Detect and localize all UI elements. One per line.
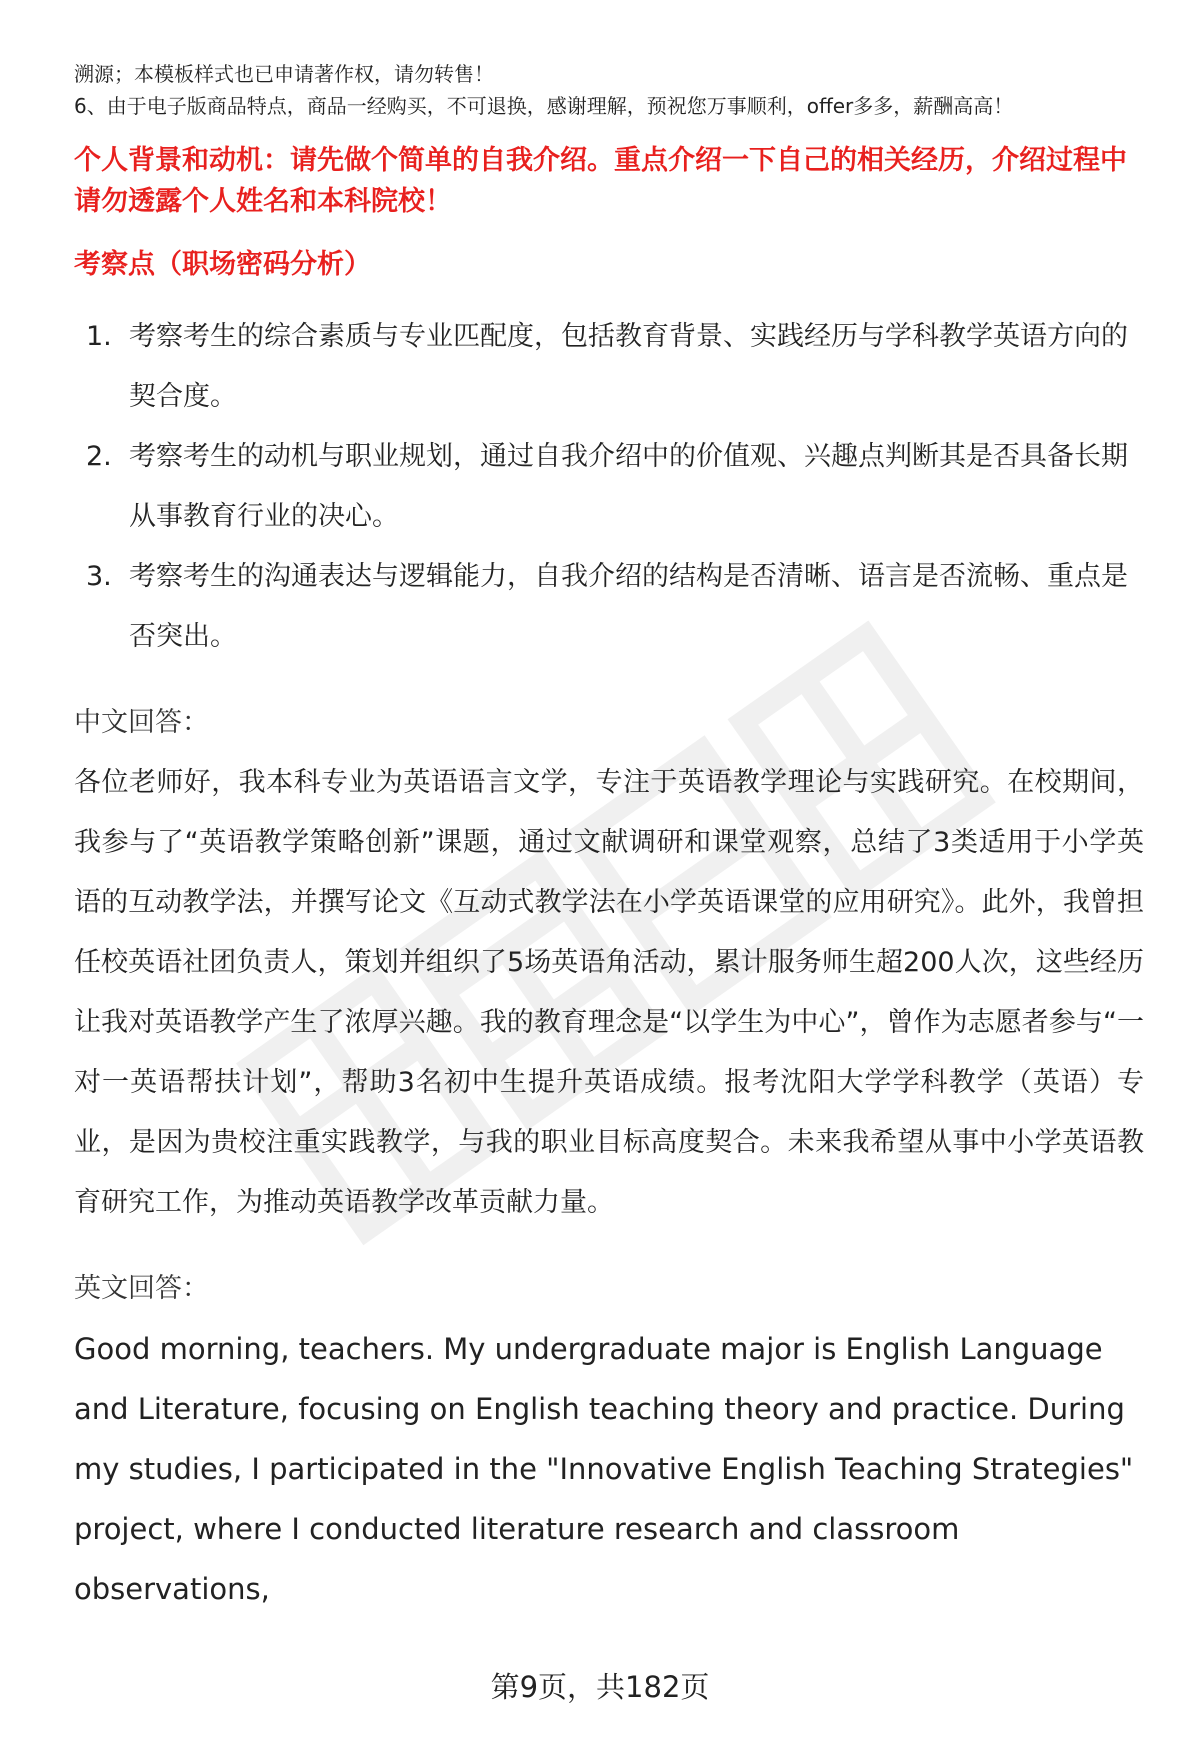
page-number-footer: 第9页，共182页 bbox=[490, 1670, 710, 1704]
point-text: 考察考生的动机与职业规划，通过自我介绍中的价值观、兴趣点判断其是否具备长期从事教育行业的决心。 bbox=[129, 441, 1128, 532]
question-heading: 个人背景和动机：请先做个简单的自我介绍。重点介绍一下自己的相关经历，介绍过程中请勿透露个人姓名和本科院校！ bbox=[74, 145, 1127, 217]
header-note-2: 6、由于电子版商品特点，商品一经购买，不可退换，感谢理解，预祝您万事顺利，offer多多，薪酬高高！ bbox=[74, 94, 1014, 118]
header-note-1: 溯源；本模板样式也已申请著作权，请勿转售！ bbox=[74, 62, 494, 86]
analysis-point-2 bbox=[74, 427, 1144, 547]
analysis-points bbox=[74, 307, 1144, 667]
point-text: 考察考生的沟通表达与逻辑能力，自我介绍的结构是否清晰、语言是否流畅、重点是否突出。 bbox=[129, 561, 1128, 652]
point-number: 1. bbox=[86, 321, 112, 352]
analysis-heading: 考察点（职场密码分析） bbox=[74, 249, 371, 280]
chinese-answer: 各位老师好，我本科专业为英语语言文学，专注于英语教学理论与实践研究。在校期间，我参与了“英语教学策略创新”课题，通过文献调研和课堂观察，总结了3类适用于小学英语的互动教学法，并撰写论文《互动式教学法在小学英语课堂的应用研究》。此外，我曾担任校英语社团负责人，策划并组织了5场英语角活动，累计服务师生超200人次，这些经历让我对英语教学产生了浓厚兴趣。我的教育理念是“以学生为中心”，曾作为志愿者参与“一对一英语帮扶计划”，帮助3名初中生提升英语成绩。报考沈阳大学学科教学（英语）专业，是因为贵校注重实践教学，与我的职业目标高度契合。未来我希望从事中小学英语教育研究工作，为推动英语教学改革贡献力量。 bbox=[74, 767, 1144, 1218]
point-number: 2. bbox=[86, 441, 112, 472]
english-answer: Good morning, teachers. My undergraduate major is English Language and Literature, focusing on English teaching theory and practice. During my studies, I participated in the "Innovative English Teaching Strategies" project, where I conducted literature research and classroom observations, bbox=[74, 1332, 1134, 1606]
point-number: 3. bbox=[86, 561, 112, 592]
analysis-point-3 bbox=[74, 547, 1144, 667]
chinese-answer-label: 中文回答： bbox=[74, 707, 209, 738]
english-answer-label: 英文回答： bbox=[74, 1273, 209, 1304]
analysis-point-1 bbox=[74, 307, 1144, 427]
document-page bbox=[74, 58, 1144, 1606]
point-text: 考察考生的综合素质与专业匹配度，包括教育背景、实践经历与学科教学英语方向的契合度。 bbox=[129, 321, 1128, 412]
